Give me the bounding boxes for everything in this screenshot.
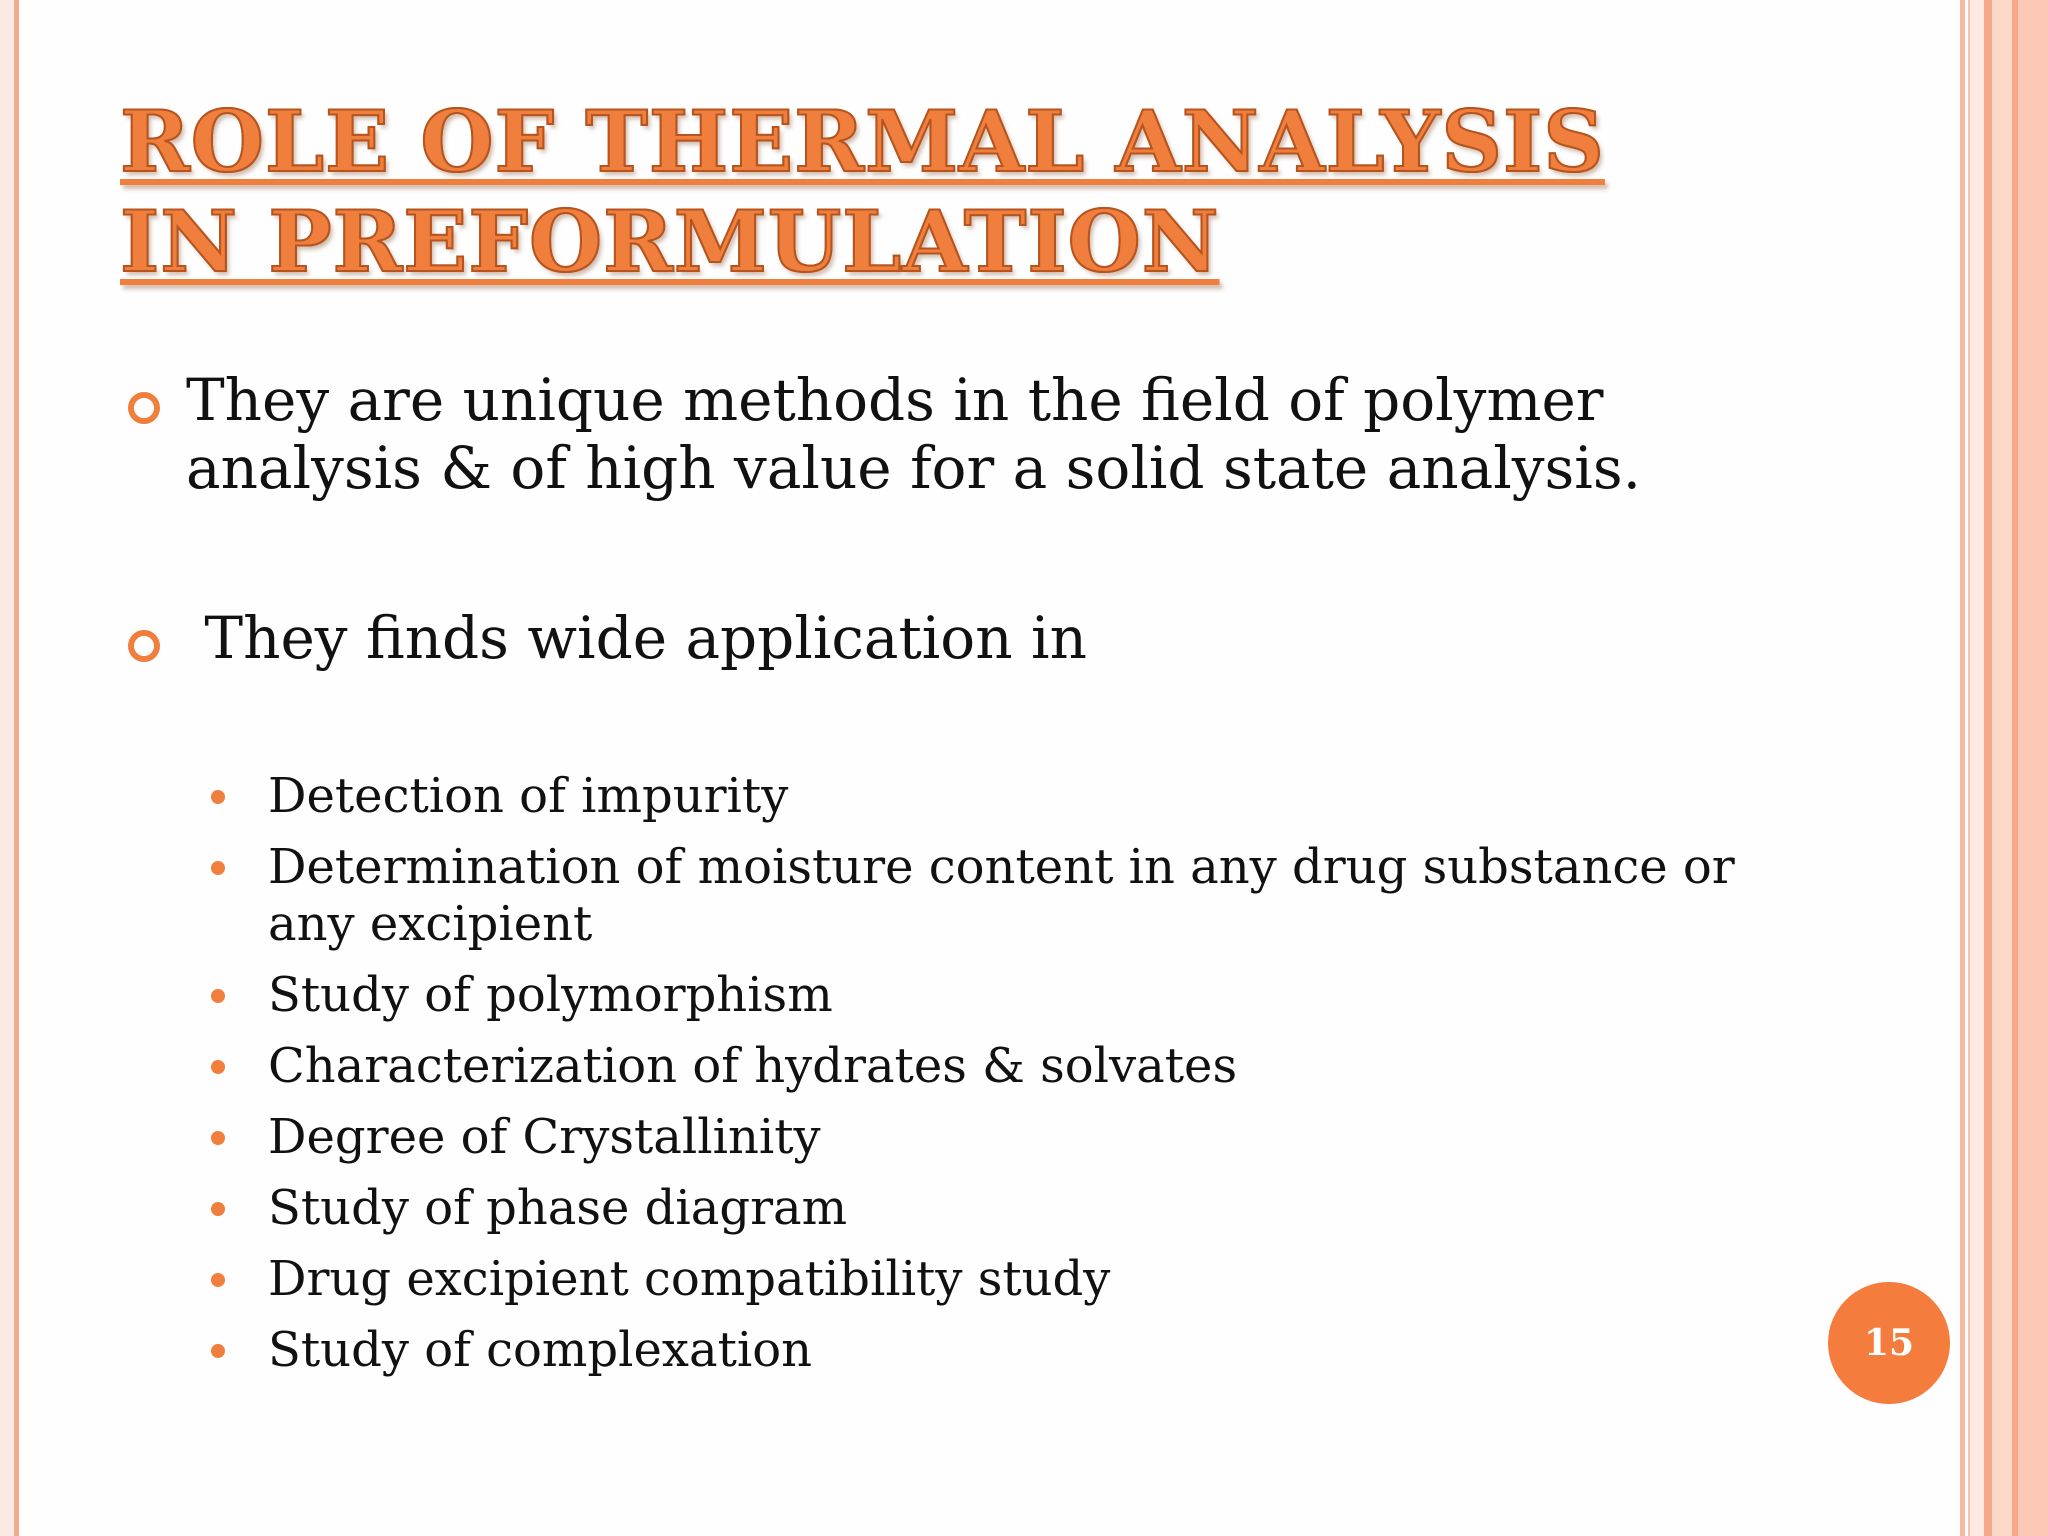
list-item xyxy=(206,1322,1766,1379)
dot-bullet-icon xyxy=(211,861,225,875)
bullet-text: They finds wide application in xyxy=(186,604,1087,672)
dot-bullet-icon xyxy=(211,790,225,804)
dot-bullet-icon xyxy=(211,1202,225,1216)
list-item-text: Determination of moisture content in any drug substance or any excipient xyxy=(268,839,1735,952)
dot-bullet-icon xyxy=(211,989,225,1003)
right-border-stripe xyxy=(1984,0,1992,1536)
right-border-panel xyxy=(1970,0,1984,1536)
right-border-panel xyxy=(1992,0,2012,1536)
list-item xyxy=(206,1109,1766,1166)
list-item-text: Drug excipient compatibility study xyxy=(268,1251,1111,1307)
list-item-text: Study of polymorphism xyxy=(268,967,833,1023)
slide-title: ROLE OF THERMAL ANALYSIS IN PREFORMULATION xyxy=(120,92,1605,291)
list-item-text: Study of phase diagram xyxy=(268,1180,848,1236)
list-item xyxy=(206,839,1766,953)
list-item xyxy=(206,1251,1766,1308)
right-border-stripe xyxy=(1960,0,1965,1536)
dot-bullet-icon xyxy=(211,1060,225,1074)
list-item-text: Degree of Crystallinity xyxy=(268,1109,821,1165)
right-border-edge xyxy=(2018,0,2048,1536)
dot-bullet-icon xyxy=(211,1344,225,1358)
left-border-line xyxy=(14,0,19,1536)
left-border xyxy=(0,0,14,1536)
bullet-text: They are unique methods in the field of polymer analysis & of high value for a solid state analysis. xyxy=(186,366,1642,502)
ring-bullet-icon xyxy=(128,392,160,424)
list-item xyxy=(206,1038,1766,1095)
dot-bullet-icon xyxy=(211,1131,225,1145)
applications-list xyxy=(206,768,1766,1393)
list-item-text: Characterization of hydrates & solvates xyxy=(268,1038,1238,1094)
list-item-text: Detection of impurity xyxy=(268,768,789,824)
list-item-text: Study of complexation xyxy=(268,1322,813,1378)
list-item xyxy=(206,1180,1766,1237)
list-item xyxy=(206,967,1766,1024)
dot-bullet-icon xyxy=(211,1273,225,1287)
page-number-badge: 15 xyxy=(1828,1282,1950,1404)
list-item xyxy=(206,768,1766,825)
ring-bullet-icon xyxy=(128,630,160,662)
